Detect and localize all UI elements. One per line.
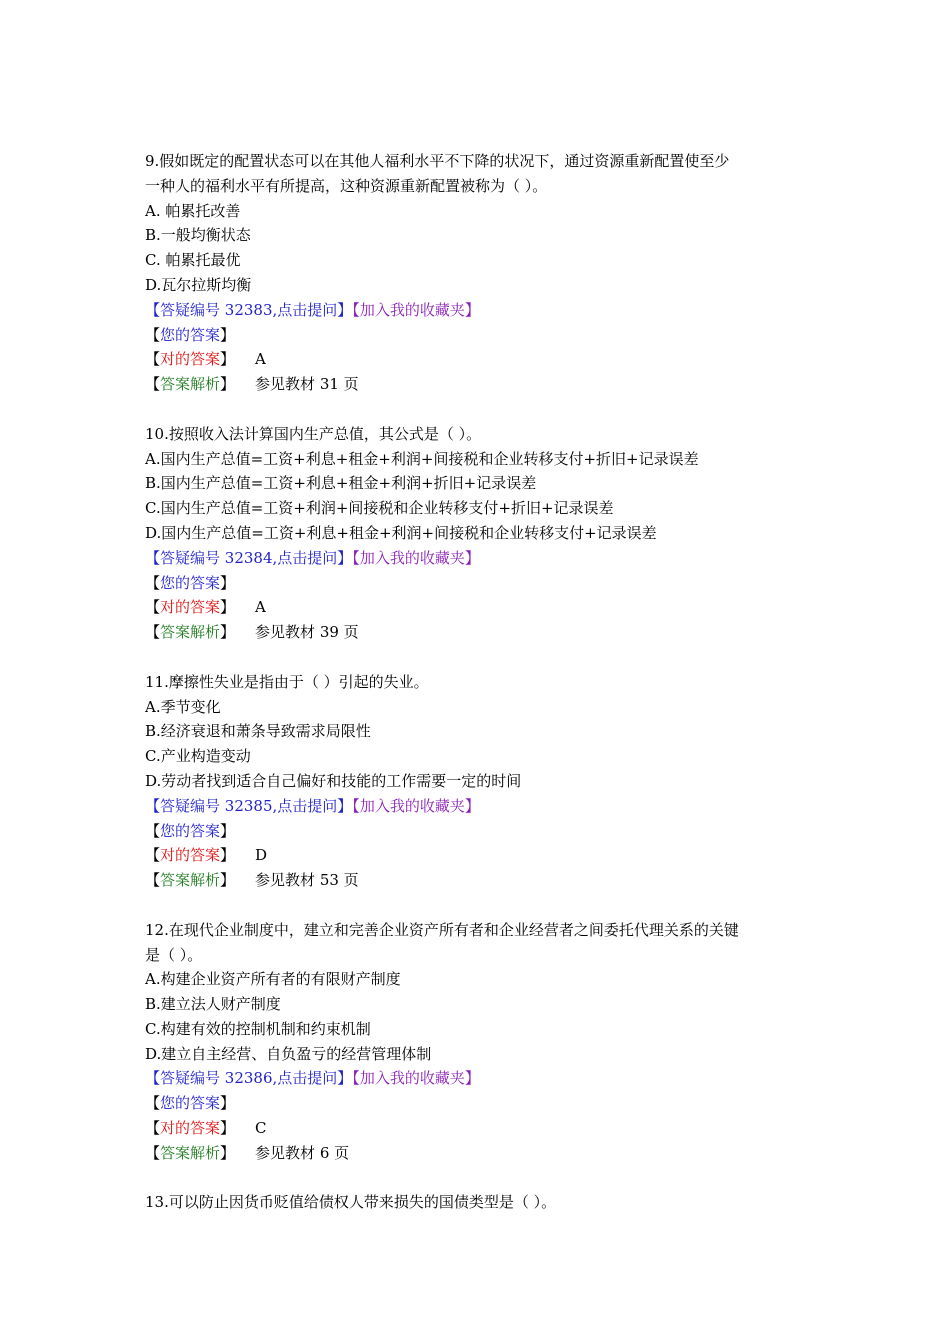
bracket-close: 】	[220, 375, 236, 394]
analysis-value: 参见教材 6 页	[255, 1143, 350, 1162]
add-favorite-link[interactable]: 加入我的收藏夹	[359, 548, 465, 567]
bracket-open: 【	[145, 598, 161, 617]
bracket-close: 】	[220, 1119, 236, 1138]
your-answer-row	[145, 571, 825, 596]
answer-option: A.构建企业资产所有者的有限财产制度	[145, 970, 401, 989]
correct-answer-row	[145, 1116, 825, 1141]
your-answer-label: 您的答案	[160, 1094, 221, 1113]
bracket-open: 【	[145, 573, 161, 592]
add-favorite-link[interactable]: 加入我的收藏夹	[359, 796, 465, 815]
bracket-open: 【	[145, 871, 161, 890]
analysis-value: 参见教材 39 页	[255, 623, 359, 642]
analysis-row	[145, 868, 825, 893]
answer-option: C. 帕累托最优	[145, 251, 241, 270]
bracket-open: 【	[145, 623, 161, 642]
bracket-open: 【	[145, 1069, 161, 1088]
question-stem: 是（ ）。	[145, 945, 203, 964]
answer-option: B.国内生产总值=工资+利息+租金+利润+折旧+记录误差	[145, 474, 537, 493]
your-answer-row	[145, 323, 825, 348]
bracket-open: 【	[352, 300, 360, 319]
correct-answer-value: A	[255, 350, 266, 369]
answer-option: D.国内生产总值=工资+利息+租金+利润+间接税和企业转移支付+记录误差	[145, 523, 657, 542]
question-links	[145, 298, 825, 323]
bracket-open: 【	[145, 821, 161, 840]
ask-question-link[interactable]: 答疑编号 32383,点击提问	[160, 300, 338, 319]
ask-question-link[interactable]: 答疑编号 32385,点击提问	[160, 796, 338, 815]
question-stem: 10.按照收入法计算国内生产总值，其公式是（ ）。	[145, 424, 482, 443]
bracket-open: 【	[145, 350, 161, 369]
your-answer-row	[145, 1091, 825, 1116]
bracket-close: 】	[337, 796, 353, 815]
ask-question-link[interactable]: 答疑编号 32386,点击提问	[160, 1069, 338, 1088]
question-block	[145, 422, 825, 645]
your-answer-label: 您的答案	[160, 821, 221, 840]
bracket-close: 】	[220, 573, 236, 592]
answer-option: D.劳动者找到适合自己偏好和技能的工作需要一定的时间	[145, 771, 522, 790]
correct-answer-value: A	[255, 598, 266, 617]
bracket-close: 】	[220, 871, 236, 890]
bracket-close: 】	[464, 796, 480, 815]
analysis-label: 答案解析	[160, 623, 221, 642]
correct-answer-label: 对的答案	[160, 846, 221, 865]
answer-option: C.国内生产总值=工资+利润+间接税和企业转移支付+折旧+记录误差	[145, 499, 614, 518]
your-answer-label: 您的答案	[160, 325, 221, 344]
bracket-open: 【	[352, 796, 360, 815]
bracket-open: 【	[145, 846, 161, 865]
question-links	[145, 1066, 825, 1091]
bracket-close: 】	[220, 846, 236, 865]
bracket-close: 】	[337, 300, 353, 319]
question-stem: 一种人的福利水平有所提高，这种资源重新配置被称为（ ）。	[145, 176, 548, 195]
ask-question-link[interactable]: 答疑编号 32384,点击提问	[160, 548, 338, 567]
bracket-close: 】	[464, 300, 480, 319]
correct-answer-row	[145, 347, 825, 372]
bracket-open: 【	[145, 1119, 161, 1138]
analysis-label: 答案解析	[160, 1143, 221, 1162]
correct-answer-label: 对的答案	[160, 1119, 221, 1138]
bracket-close: 】	[220, 1143, 236, 1162]
answer-option: A. 帕累托改善	[145, 201, 241, 220]
question-block	[145, 149, 825, 397]
answer-option: D.建立自主经营、自负盈亏的经营管理体制	[145, 1044, 432, 1063]
bracket-close: 】	[220, 350, 236, 369]
analysis-value: 参见教材 31 页	[255, 375, 359, 394]
bracket-open: 【	[145, 325, 161, 344]
analysis-label: 答案解析	[160, 375, 221, 394]
bracket-close: 】	[220, 821, 236, 840]
answer-option: A.季节变化	[145, 697, 221, 716]
bracket-close: 】	[220, 623, 236, 642]
answer-option: B.经济衰退和萧条导致需求局限性	[145, 722, 371, 741]
bracket-open: 【	[145, 375, 161, 394]
analysis-row	[145, 1141, 825, 1166]
question-stem: 12.在现代企业制度中，建立和完善企业资产所有者和企业经营者之间委托代理关系的关键	[145, 920, 739, 939]
answer-option: D.瓦尔拉斯均衡	[145, 275, 252, 294]
correct-answer-label: 对的答案	[160, 598, 221, 617]
bracket-open: 【	[145, 300, 161, 319]
bracket-open: 【	[145, 1143, 161, 1162]
bracket-open: 【	[145, 548, 161, 567]
bracket-close: 】	[337, 1069, 353, 1088]
question-stem: 11.摩擦性失业是指由于（ ）引起的失业。	[145, 672, 429, 691]
correct-answer-value: C	[255, 1119, 267, 1138]
question-links	[145, 546, 825, 571]
answer-option: A.国内生产总值=工资+利息+租金+利润+间接税和企业转移支付+折旧+记录误差	[145, 449, 699, 468]
question-block	[145, 670, 825, 893]
analysis-row	[145, 372, 825, 397]
bracket-open: 【	[145, 796, 161, 815]
bracket-close: 】	[220, 325, 236, 344]
bracket-open: 【	[352, 548, 360, 567]
your-answer-row	[145, 819, 825, 844]
question-block	[145, 918, 825, 1166]
bracket-open: 【	[352, 1069, 360, 1088]
answer-option: C.产业构造变动	[145, 747, 251, 766]
correct-answer-value: D	[255, 846, 268, 865]
add-favorite-link[interactable]: 加入我的收藏夹	[359, 300, 465, 319]
question-stem: 13.可以防止因货币贬值给债权人带来损失的国债类型是（ ）。	[145, 1193, 557, 1212]
answer-option: C.构建有效的控制机制和约束机制	[145, 1019, 371, 1038]
question-links	[145, 794, 825, 819]
correct-answer-label: 对的答案	[160, 350, 221, 369]
bracket-close: 】	[220, 1094, 236, 1113]
answer-option: B.一般均衡状态	[145, 226, 251, 245]
analysis-row	[145, 620, 825, 645]
answer-option: B.建立法人财产制度	[145, 995, 281, 1014]
correct-answer-row	[145, 595, 825, 620]
bracket-open: 【	[145, 1094, 161, 1113]
document-page	[145, 149, 825, 1215]
bracket-close: 】	[220, 598, 236, 617]
bracket-close: 】	[464, 1069, 480, 1088]
analysis-value: 参见教材 53 页	[255, 871, 359, 890]
bracket-close: 】	[337, 548, 353, 567]
add-favorite-link[interactable]: 加入我的收藏夹	[359, 1069, 465, 1088]
correct-answer-row	[145, 843, 825, 868]
question-stem: 9.假如既定的配置状态可以在其他人福利水平不下降的状况下，通过资源重新配置使至少	[145, 152, 730, 170]
analysis-label: 答案解析	[160, 871, 221, 890]
bracket-close: 】	[464, 548, 480, 567]
your-answer-label: 您的答案	[160, 573, 221, 592]
